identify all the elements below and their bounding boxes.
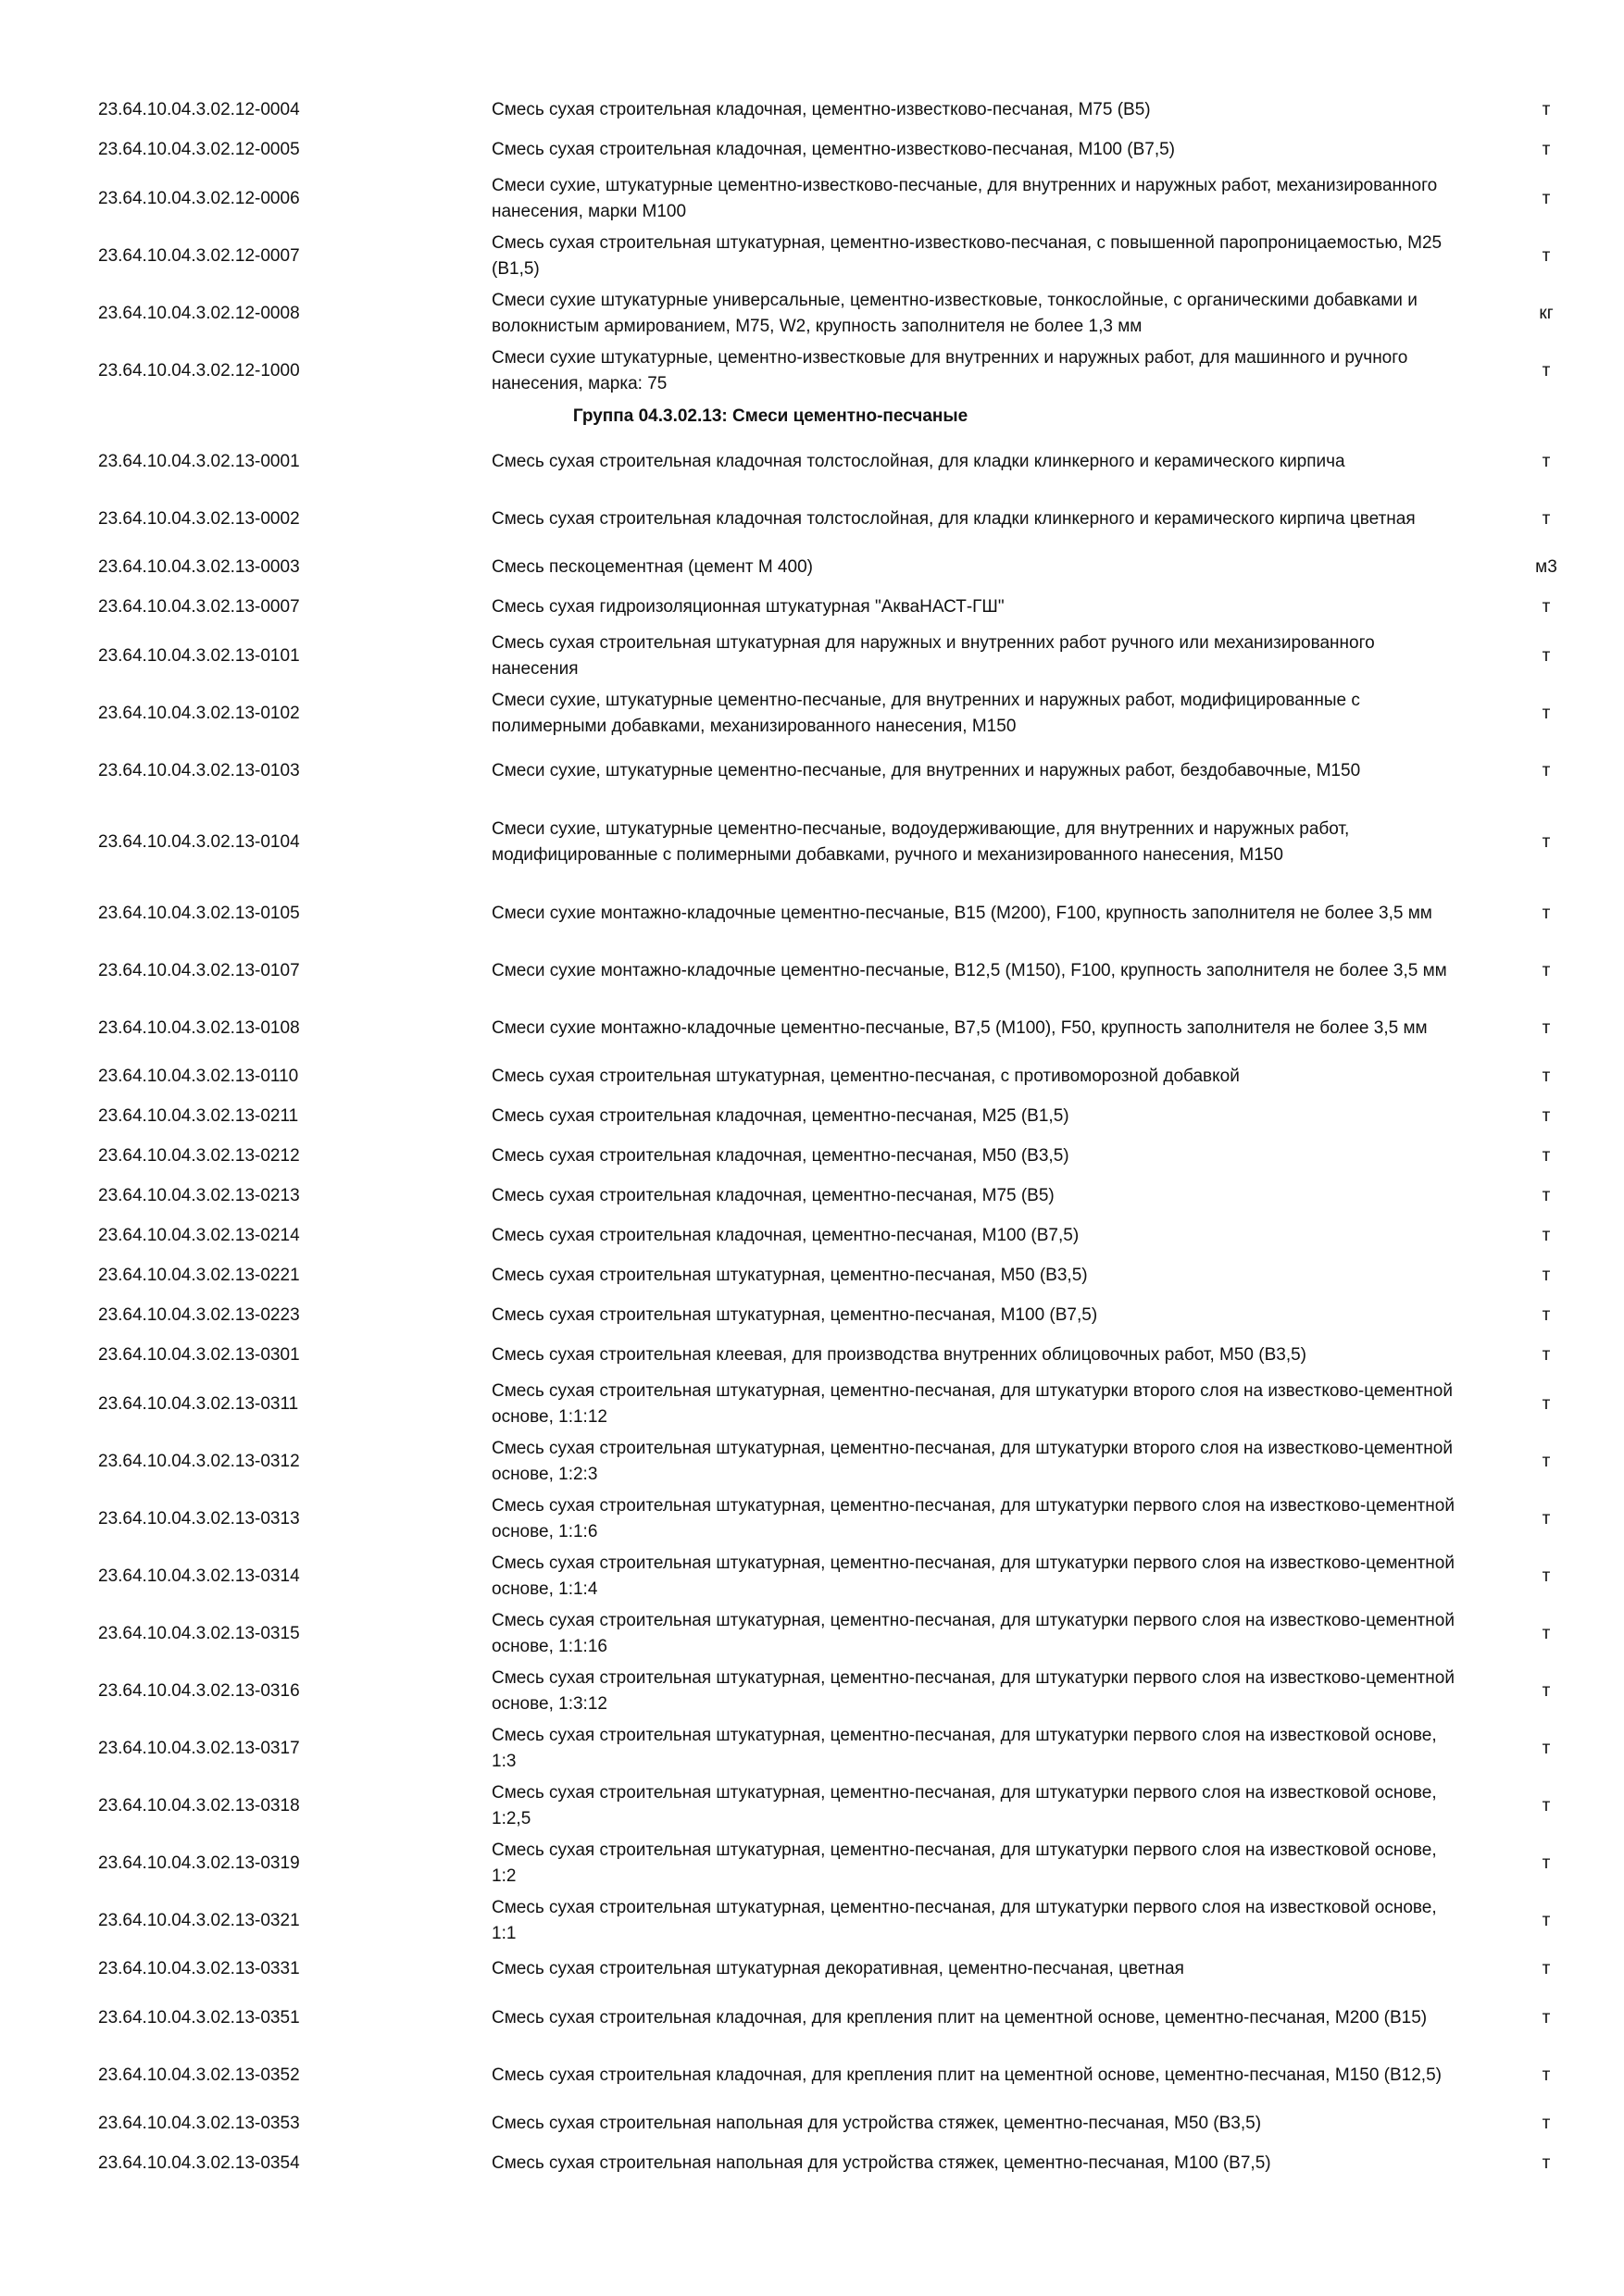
resource-name: Смесь сухая строительная напольная для устройства стяжек, цементно-песчаная, М100 (В7,5) <box>492 2153 1271 2174</box>
unit-of-measure: т <box>1542 1393 1551 1414</box>
unit-of-measure: т <box>1542 1623 1551 1643</box>
resource-name: Смесь сухая строительная штукатурная, цементно-песчаная, для штукатурки первого слоя на известковой основе, 1:2 <box>492 1840 1437 1886</box>
resource-name: Смесь сухая строительная штукатурная, цементно-песчаная, для штукатурки первого слоя на известковой основе, 1:2,5 <box>492 1782 1437 1828</box>
unit-of-measure: т <box>1542 2065 1551 2085</box>
resource-name: Смеси сухие, штукатурные цементно-известково-песчаные, для внутренних и наружных работ, механизированного нанесения, марки М100 <box>492 175 1438 221</box>
resource-code: 23.64.10.04.3.02.13-0002 <box>98 508 300 529</box>
unit-of-measure: т <box>1542 2114 1551 2134</box>
unit-of-measure: т <box>1542 1186 1551 1206</box>
resource-name: Смесь сухая строительная штукатурная, цементно-песчаная, для штукатурки первого слоя на известково-цементной основе, 1:1:6 <box>492 1495 1455 1541</box>
resource-name: Смесь сухая строительная штукатурная, цементно-песчаная, с противоморозной добавкой <box>492 1067 1240 1087</box>
unit-of-measure: т <box>1542 1017 1551 1038</box>
resource-name-cell <box>492 1336 1455 1376</box>
resource-name-cell <box>492 885 1455 942</box>
table-row <box>0 1950 1624 1990</box>
table-row <box>0 628 1624 685</box>
resource-name: Смесь сухая гидроизоляционная штукатурная "АкваНАСТ-ГШ" <box>492 597 1005 618</box>
unit-of-measure: т <box>1542 1566 1551 1586</box>
resource-name: Смесь сухая строительная штукатурная, цементно-песчаная, для штукатурки второго слоя на известково-цементной основе, 1:1:12 <box>492 1380 1453 1427</box>
table-row <box>0 1778 1624 1835</box>
resource-code: 23.64.10.04.3.02.13-0315 <box>98 1623 300 1643</box>
unit-of-measure: т <box>1542 1106 1551 1127</box>
unit-of-measure: т <box>1542 1508 1551 1529</box>
resource-name-cell <box>492 1491 1455 1548</box>
table-row <box>0 1663 1624 1720</box>
table-row <box>0 1296 1624 1336</box>
resource-code: 23.64.10.04.3.02.13-0110 <box>98 1067 299 1087</box>
resource-code: 23.64.10.04.3.02.13-0213 <box>98 1186 300 1206</box>
unit-of-measure: т <box>1542 140 1551 160</box>
resource-name: Смеси сухие, штукатурные цементно-песчаные, для внутренних и наружных работ, модифицированные с полимерными добавками, механизированного нанесения, М150 <box>492 690 1360 736</box>
resource-code: 23.64.10.04.3.02.13-0107 <box>98 960 300 980</box>
resource-name-cell <box>492 1000 1455 1057</box>
resource-name: Смеси сухие, штукатурные цементно-песчаные, водоудерживающие, для внутренних и наружных работ, модифицированные с полимерными добавками, ручного и механизированного нанесения, М150 <box>492 818 1350 865</box>
table-row <box>0 1000 1624 1057</box>
resource-name: Смесь сухая строительная штукатурная, цементно-песчаная, М50 (В3,5) <box>492 1266 1088 1286</box>
resource-code: 23.64.10.04.3.02.13-0105 <box>98 903 300 923</box>
table-row <box>0 588 1624 628</box>
resource-code: 23.64.10.04.3.02.13-0351 <box>98 2007 300 2028</box>
unit-of-measure: кг <box>1539 303 1554 323</box>
resource-name: Смесь пескоцементная (цемент М 400) <box>492 557 813 578</box>
resource-code: 23.64.10.04.3.02.13-0212 <box>98 1146 300 1167</box>
unit-of-measure: т <box>1542 1910 1551 1930</box>
table-row <box>0 1605 1624 1663</box>
resource-name-cell <box>492 1433 1455 1491</box>
resource-name-cell <box>492 1835 1455 1892</box>
unit-of-measure: т <box>1542 903 1551 923</box>
unit-of-measure: т <box>1542 645 1551 666</box>
resource-name-cell <box>492 2144 1455 2184</box>
table-row <box>0 1376 1624 1433</box>
table-row <box>0 1990 1624 2047</box>
group-header <box>0 400 1624 433</box>
table-row <box>0 1097 1624 1137</box>
resource-name-cell <box>492 433 1455 491</box>
unit-of-measure: т <box>1542 760 1551 780</box>
resource-name: Смеси сухие монтажно-кладочные цементно-песчаные, В12,5 (М150), F100, крупность заполнителя не более 3,5 мм <box>492 960 1447 980</box>
resource-name-cell <box>492 800 1455 885</box>
resource-code: 23.64.10.04.3.02.13-0102 <box>98 703 300 723</box>
table-row <box>0 285 1624 343</box>
table-row <box>0 1548 1624 1605</box>
unit-of-measure: т <box>1542 1345 1551 1366</box>
table-row <box>0 91 1624 131</box>
resource-code: 23.64.10.04.3.02.12-1000 <box>98 360 300 381</box>
resource-name-cell <box>492 1256 1455 1296</box>
resource-name: Смесь сухая строительная штукатурная, цементно-известково-песчаная, с повышенной паропроницаемостью, М25 (В1,5) <box>492 232 1443 279</box>
table-row <box>0 1177 1624 1217</box>
resource-code: 23.64.10.04.3.02.13-0108 <box>98 1017 300 1038</box>
resource-name-cell <box>492 1376 1455 1433</box>
unit-of-measure: т <box>1542 1451 1551 1471</box>
resource-name-cell <box>492 1057 1455 1097</box>
resource-name-cell <box>492 91 1455 131</box>
resource-code: 23.64.10.04.3.02.13-0221 <box>98 1266 300 1286</box>
table-row <box>0 742 1624 800</box>
unit-of-measure: т <box>1542 831 1551 852</box>
resource-code: 23.64.10.04.3.02.13-0352 <box>98 2065 300 2085</box>
unit-of-measure: т <box>1542 1853 1551 1873</box>
resource-name: Смеси сухие, штукатурные цементно-песчаные, для внутренних и наружных работ, бездобавочные, М150 <box>492 760 1361 780</box>
resource-code: 23.64.10.04.3.02.13-0314 <box>98 1566 300 1586</box>
table-row <box>0 942 1624 1000</box>
resource-code: 23.64.10.04.3.02.13-0353 <box>98 2114 300 2134</box>
table-row <box>0 1892 1624 1950</box>
table-row <box>0 343 1624 400</box>
table-row <box>0 1720 1624 1778</box>
resource-name-cell <box>492 1990 1455 2047</box>
resource-name-cell <box>492 1177 1455 1217</box>
table-row <box>0 1217 1624 1256</box>
resource-name-cell <box>492 1778 1455 1835</box>
table-row <box>0 1057 1624 1097</box>
resource-name: Смесь сухая строительная штукатурная, цементно-песчаная, для штукатурки первого слоя на известково-цементной основе, 1:1:16 <box>492 1610 1455 1656</box>
unit-of-measure: т <box>1542 1226 1551 1246</box>
resource-code: 23.64.10.04.3.02.13-0354 <box>98 2153 300 2174</box>
resource-name: Смесь сухая строительная кладочная толстослойная, для кладки клинкерного и керамического кирпича цветная <box>492 508 1416 529</box>
resource-name: Смесь сухая строительная кладочная, цементно-известково-песчаная, М100 (В7,5) <box>492 140 1176 160</box>
resource-name: Смеси сухие монтажно-кладочные цементно-песчаные, В15 (М200), F100, крупность заполнителя не более 3,5 мм <box>492 903 1432 923</box>
resource-name-cell <box>492 1663 1455 1720</box>
table-row <box>0 685 1624 742</box>
unit-of-measure: т <box>1542 1067 1551 1087</box>
table-row <box>0 1491 1624 1548</box>
resource-code: 23.64.10.04.3.02.12-0007 <box>98 245 300 266</box>
resource-code: 23.64.10.04.3.02.13-0317 <box>98 1738 300 1758</box>
table-row <box>0 433 1624 491</box>
resource-name: Смесь сухая строительная кладочная, для крепления плит на цементной основе, цементно-песчаная, М200 (В15) <box>492 2007 1428 2028</box>
resource-name: Смесь сухая строительная штукатурная, цементно-песчаная, для штукатурки первого слоя на известково-цементной основе, 1:3:12 <box>492 1667 1455 1714</box>
resource-name-cell <box>492 1605 1455 1663</box>
table-row <box>0 800 1624 885</box>
resource-name-cell <box>492 742 1455 800</box>
unit-of-measure: т <box>1542 1959 1551 1979</box>
classifier-table <box>0 91 1624 2184</box>
resource-code: 23.64.10.04.3.02.13-0007 <box>98 597 300 618</box>
unit-of-measure: т <box>1542 703 1551 723</box>
table-row <box>0 491 1624 548</box>
resource-code: 23.64.10.04.3.02.13-0301 <box>98 1345 300 1366</box>
resource-name: Смесь сухая строительная кладочная толстослойная, для кладки клинкерного и керамического кирпича <box>492 451 1345 471</box>
resource-name-cell <box>492 588 1455 628</box>
resource-name: Смесь сухая строительная кладочная, цементно-песчаная, М100 (В7,5) <box>492 1226 1080 1246</box>
unit-of-measure: т <box>1542 1266 1551 1286</box>
unit-of-measure: т <box>1542 245 1551 266</box>
resource-code: 23.64.10.04.3.02.13-0223 <box>98 1305 300 1326</box>
resource-name-cell <box>492 2104 1455 2144</box>
unit-of-measure: т <box>1542 1305 1551 1326</box>
resource-code: 23.64.10.04.3.02.13-0101 <box>98 645 300 666</box>
resource-code: 23.64.10.04.3.02.13-0104 <box>98 831 300 852</box>
table-row <box>0 548 1624 588</box>
unit-of-measure: т <box>1542 1680 1551 1701</box>
table-row <box>0 2144 1624 2184</box>
unit-of-measure: т <box>1542 1738 1551 1758</box>
resource-name-cell <box>492 1217 1455 1256</box>
resource-code: 23.64.10.04.3.02.13-0319 <box>98 1853 300 1873</box>
resource-name-cell <box>492 343 1455 400</box>
resource-name-cell <box>492 285 1455 343</box>
resource-name-cell <box>492 1296 1455 1336</box>
resource-code: 23.64.10.04.3.02.13-0003 <box>98 557 300 578</box>
resource-code: 23.64.10.04.3.02.12-0006 <box>98 188 300 208</box>
resource-name: Смесь сухая строительная кладочная, цементно-песчаная, М75 (В5) <box>492 1186 1055 1206</box>
table-row <box>0 1336 1624 1376</box>
resource-name: Смесь сухая строительная кладочная, цементно-песчаная, М25 (В1,5) <box>492 1106 1069 1127</box>
resource-name: Смесь сухая строительная штукатурная для наружных и внутренних работ ручного или механизированного нанесения <box>492 632 1375 679</box>
resource-code: 23.64.10.04.3.02.13-0316 <box>98 1680 300 1701</box>
resource-name-cell <box>492 1720 1455 1778</box>
unit-of-measure: т <box>1542 100 1551 120</box>
resource-name: Смесь сухая строительная клеевая, для производства внутренних облицовочных работ, М50 (В3,5) <box>492 1345 1306 1366</box>
resource-name-cell <box>492 548 1455 588</box>
unit-of-measure: т <box>1542 1146 1551 1167</box>
resource-code: 23.64.10.04.3.02.12-0005 <box>98 140 300 160</box>
resource-name: Смесь сухая строительная штукатурная, цементно-песчаная, для штукатурки первого слоя на известковой основе, 1:1 <box>492 1897 1437 1943</box>
resource-name-cell <box>492 228 1455 285</box>
unit-of-measure: т <box>1542 1795 1551 1816</box>
resource-name-cell <box>492 1548 1455 1605</box>
resource-name-cell <box>492 685 1455 742</box>
resource-code: 23.64.10.04.3.02.12-0008 <box>98 303 300 323</box>
unit-of-measure: м3 <box>1535 557 1557 578</box>
resource-name-cell <box>492 170 1455 228</box>
table-row <box>0 170 1624 228</box>
table-row <box>0 1835 1624 1892</box>
table-row <box>0 1256 1624 1296</box>
resource-name: Смесь сухая строительная штукатурная декоративная, цементно-песчаная, цветная <box>492 1959 1184 1979</box>
unit-of-measure: т <box>1542 597 1551 618</box>
resource-name-cell <box>492 1892 1455 1950</box>
unit-of-measure: т <box>1542 2007 1551 2028</box>
resource-name: Смесь сухая строительная штукатурная, цементно-песчаная, для штукатурки первого слоя на известковой основе, 1:3 <box>492 1725 1437 1771</box>
resource-code: 23.64.10.04.3.02.13-0313 <box>98 1508 300 1529</box>
resource-code: 23.64.10.04.3.02.13-0214 <box>98 1226 300 1246</box>
resource-name-cell <box>492 131 1455 170</box>
unit-of-measure: т <box>1542 188 1551 208</box>
resource-name-cell <box>492 1137 1455 1177</box>
resource-code: 23.64.10.04.3.02.13-0318 <box>98 1795 300 1816</box>
table-row <box>0 2047 1624 2104</box>
resource-code: 23.64.10.04.3.02.13-0312 <box>98 1451 300 1471</box>
table-row <box>0 228 1624 285</box>
resource-name: Смесь сухая строительная напольная для устройства стяжек, цементно-песчаная, М50 (В3,5) <box>492 2114 1262 2134</box>
table-row <box>0 885 1624 942</box>
resource-name-cell <box>492 1097 1455 1137</box>
unit-of-measure: т <box>1542 2153 1551 2174</box>
resource-name: Смесь сухая строительная кладочная, цементно-известково-песчаная, М75 (В5) <box>492 100 1151 120</box>
resource-name: Смесь сухая строительная кладочная, для крепления плит на цементной основе, цементно-песчаная, М150 (В12,5) <box>492 2065 1442 2085</box>
unit-of-measure: т <box>1542 451 1551 471</box>
unit-of-measure: т <box>1542 360 1551 381</box>
table-row <box>0 131 1624 170</box>
unit-of-measure: т <box>1542 508 1551 529</box>
resource-name-cell <box>492 2047 1455 2104</box>
table-row <box>0 1137 1624 1177</box>
resource-code: 23.64.10.04.3.02.12-0004 <box>98 100 300 120</box>
resource-code: 23.64.10.04.3.02.13-0321 <box>98 1910 300 1930</box>
table-row <box>0 1433 1624 1491</box>
resource-code: 23.64.10.04.3.02.13-0331 <box>98 1959 300 1979</box>
table-row <box>0 2104 1624 2144</box>
resource-name: Смеси сухие штукатурные универсальные, цементно-известковые, тонкослойные, с органическими добавками и волокнистым армированием, М75, W2, крупность заполнителя не более 1,3 мм <box>492 290 1418 336</box>
resource-code: 23.64.10.04.3.02.13-0103 <box>98 760 300 780</box>
resource-name-cell <box>492 491 1455 548</box>
resource-code: 23.64.10.04.3.02.13-0211 <box>98 1106 299 1127</box>
unit-of-measure: т <box>1542 960 1551 980</box>
resource-name-cell <box>492 628 1455 685</box>
resource-name: Смеси сухие штукатурные, цементно-известковые для внутренних и наружных работ, для машинного и ручного нанесения, марка: 75 <box>492 347 1408 393</box>
resource-code: 23.64.10.04.3.02.13-0311 <box>98 1393 299 1414</box>
resource-name: Смесь сухая строительная штукатурная, цементно-песчаная, для штукатурки первого слоя на известково-цементной основе, 1:1:4 <box>492 1553 1455 1599</box>
resource-name-cell <box>492 942 1455 1000</box>
resource-name: Смесь сухая строительная штукатурная, цементно-песчаная, М100 (В7,5) <box>492 1305 1098 1326</box>
resource-name: Смеси сухие монтажно-кладочные цементно-песчаные, В7,5 (М100), F50, крупность заполнителя не более 3,5 мм <box>492 1017 1428 1038</box>
resource-name-cell <box>492 1950 1455 1990</box>
resource-name: Смесь сухая строительная кладочная, цементно-песчаная, М50 (В3,5) <box>492 1146 1069 1167</box>
resource-code: 23.64.10.04.3.02.13-0001 <box>98 451 300 471</box>
group-title: Группа 04.3.02.13: Смеси цементно-песчаные <box>572 406 968 426</box>
resource-name: Смесь сухая строительная штукатурная, цементно-песчаная, для штукатурки второго слоя на известково-цементной основе, 1:2:3 <box>492 1438 1453 1484</box>
